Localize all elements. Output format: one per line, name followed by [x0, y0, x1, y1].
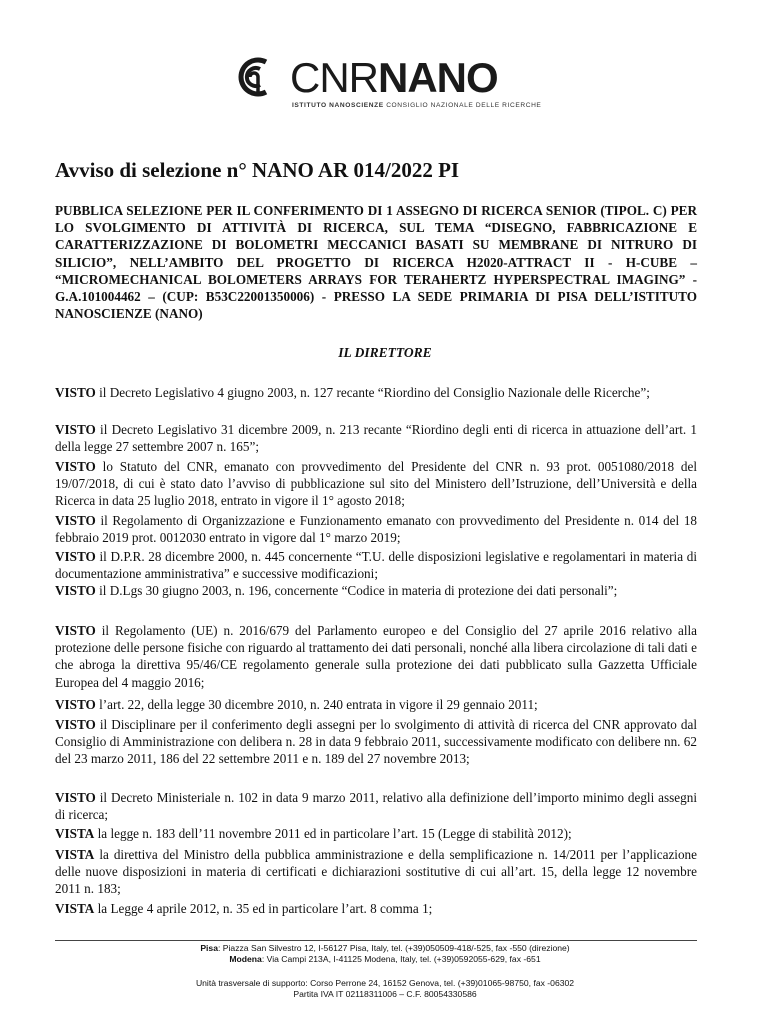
recital-keyword: VISTO [55, 697, 96, 712]
recital-text: il Disciplinare per il conferimento degli assegni per lo svolgimento di attività di ricerca del CNR approvato dal Consiglio di Amministrazione con delibera n. 28 in data 9 febbraio 2011, successivamente modificato con delibere nn. 62 del 23 marzo 2011, 186 del 22 settembre 2011 e n. 189 del 27 novembre 2013; [55, 717, 697, 767]
recital-text: la legge n. 183 dell’11 novembre 2011 ed in particolare l’art. 15 (Legge di stabilità 2012); [97, 826, 572, 841]
recital-keyword: VISTO [55, 459, 96, 474]
recital-paragraph [55, 825, 697, 842]
footer-modena-label: Modena [229, 954, 262, 964]
recital-paragraph [55, 900, 697, 917]
recital-paragraph [55, 458, 697, 510]
recital-keyword: VISTA [55, 901, 95, 916]
recital-keyword: VISTO [55, 549, 96, 564]
recital-keyword: VISTA [55, 847, 95, 862]
recital-paragraph [55, 582, 697, 599]
recital-text: il Decreto Legislativo 4 giugno 2003, n. 127 recante “Riordino del Consiglio Nazionale delle Ricerche”; [99, 385, 650, 400]
recital-text: il D.P.R. 28 dicembre 2000, n. 445 concernente “T.U. delle disposizioni legislative e regolamentari in materia di documentazione amministrativa” e successive modificazioni; [55, 549, 698, 582]
recital-keyword: VISTA [55, 826, 95, 841]
recital-text: la direttiva del Ministro della pubblica amministrazione e della semplificazione n. 14/2011 per l’applicazione delle nuove disposizioni in materia di certificati e dichiarazioni sostitutive di cui all’art. 15, della legge 12 novembre 2011 n. 183; [55, 847, 698, 897]
document-title: Avviso di selezione n° NANO AR 014/2022 PI [55, 158, 460, 182]
recital-keyword: VISTO [55, 513, 96, 528]
logo-subtitle [292, 102, 541, 109]
logo-wordmark [290, 56, 498, 100]
recital-text: il Regolamento (UE) n. 2016/679 del Parlamento europeo e del Consiglio del 27 aprile 2016 relativo alla protezione delle persone fisiche con riguardo al trattamento dei dati personali, nonché alla libera circolazione di tali dati e che abroga la direttiva 95/46/CE regolamento generale sulla protezione dei dati pubblicato sulla Gazzetta Ufficiale Europea del 4 maggio 2016; [55, 623, 698, 690]
recital-keyword: VISTO [55, 623, 96, 638]
recital-keyword: VISTO [55, 790, 96, 805]
recital-keyword: VISTO [55, 583, 96, 598]
footer-address-pisa [0, 943, 770, 954]
recital-paragraph [55, 384, 697, 401]
recital-text: il D.Lgs 30 giugno 2003, n. 196, concernente “Codice in materia di protezione dei dati personali”; [99, 583, 618, 598]
director-heading: IL DIRETTORE [338, 345, 432, 360]
recital-text: il Decreto Legislativo 31 dicembre 2009, n. 213 recante “Riordino degli enti di ricerca in attuazione dell’art. 1 della legge 27 settembre 2007 n. 165”; [55, 422, 698, 455]
recital-paragraph [55, 716, 697, 768]
footer-modena-text: : Via Campi 213A, I-41125 Modena, Italy, tel. (+39)0592055-629, fax -651 [261, 954, 541, 964]
recital-text: lo Statuto del CNR, emanato con provvedimento del Presidente del CNR n. 93 prot. 0051080/2018 del 19/07/2018, di cui è stato dato l’avviso di pubblicazione sul sito del Ministero dell’Istruzione, dell’Università e della Ricerca in data 25 luglio 2018, entrato in vigore il 1° agosto 2018; [55, 459, 697, 509]
logo-sub-council: CONSIGLIO NAZIONALE DELLE RICERCHE [386, 102, 542, 109]
footer-support-unit: Unità trasversale di supporto: Corso Perrone 24, 16152 Genova, tel. (+39)01065-98750, fax -06302 [195, 978, 575, 988]
cnr-nano-emblem-icon [226, 54, 288, 100]
logo-sub-institute: ISTITUTO NANOSCIENZE [292, 102, 384, 109]
footer-divider [55, 940, 697, 941]
document-subject: PUBBLICA SELEZIONE PER IL CONFERIMENTO DI 1 ASSEGNO DI RICERCA SENIOR (TIPOL. C) PER LO SVOLGIMENTO DI ATTIVITÀ DI RICERCA, SUL TEMA “DISEGNO, FABBRICAZIONE E CARATTERIZZAZIONE DI BOLOMETRI MECCANICI BASATI SU MEMBRANE DI NITRURO DI SILICIO”, NELL’AMBITO DEL PROGETTO DI RICERCA H2020-ATTRACT II - H-CUBE – “MICROMECHANICAL BOLOMETERS ARRAYS FOR TERAHERTZ HYPERSPECTRAL IMAGING” - G.A.101004462 – (CUP: B53C22001350006) - PRESSO LA SEDE PRIMARIA DI PISA DELL’ISTITUTO NANOSCIENZE (NANO) [55, 203, 697, 322]
recital-text: l’art. 22, della legge 30 dicembre 2010, n. 240 entrata in vigore il 29 gennaio 2011; [99, 697, 538, 712]
recital-paragraph [55, 696, 697, 713]
recital-keyword: VISTO [55, 422, 96, 437]
recital-text: il Regolamento di Organizzazione e Funzionamento emanato con provvedimento del Presidente n. 014 del 18 febbraio 2019 prot. 0012030 entrato in vigore dal 1° marzo 2019; [55, 513, 698, 546]
recital-text: il Decreto Ministeriale n. 102 in data 9 marzo 2011, relativo alla definizione dell’importo minimo degli assegni di ricerca; [55, 790, 698, 823]
cnr-nano-logo [226, 54, 542, 116]
recital-paragraph [55, 512, 697, 546]
footer-vat: Partita IVA IT 02118311006 – C.F. 80054330586 [293, 989, 477, 999]
recital-keyword: VISTO [55, 717, 96, 732]
recital-text: la Legge 4 aprile 2012, n. 35 ed in particolare l’art. 8 comma 1; [97, 901, 433, 916]
footer-pisa-text: : Piazza San Silvestro 12, I-56127 Pisa, Italy, tel. (+39)050509-418/-525, fax -550 (direzione) [218, 943, 570, 953]
recital-paragraph [55, 846, 697, 898]
logo-word-nano: NANO [378, 54, 498, 101]
logo-word-cnr: CNR [290, 54, 378, 101]
recital-paragraph [55, 421, 697, 455]
footer-address-modena [0, 954, 770, 965]
recital-paragraph [55, 789, 697, 823]
footer-pisa-label: Pisa [200, 943, 218, 953]
recital-paragraph [55, 548, 697, 582]
recital-paragraph [55, 622, 697, 691]
recital-keyword: VISTO [55, 385, 96, 400]
